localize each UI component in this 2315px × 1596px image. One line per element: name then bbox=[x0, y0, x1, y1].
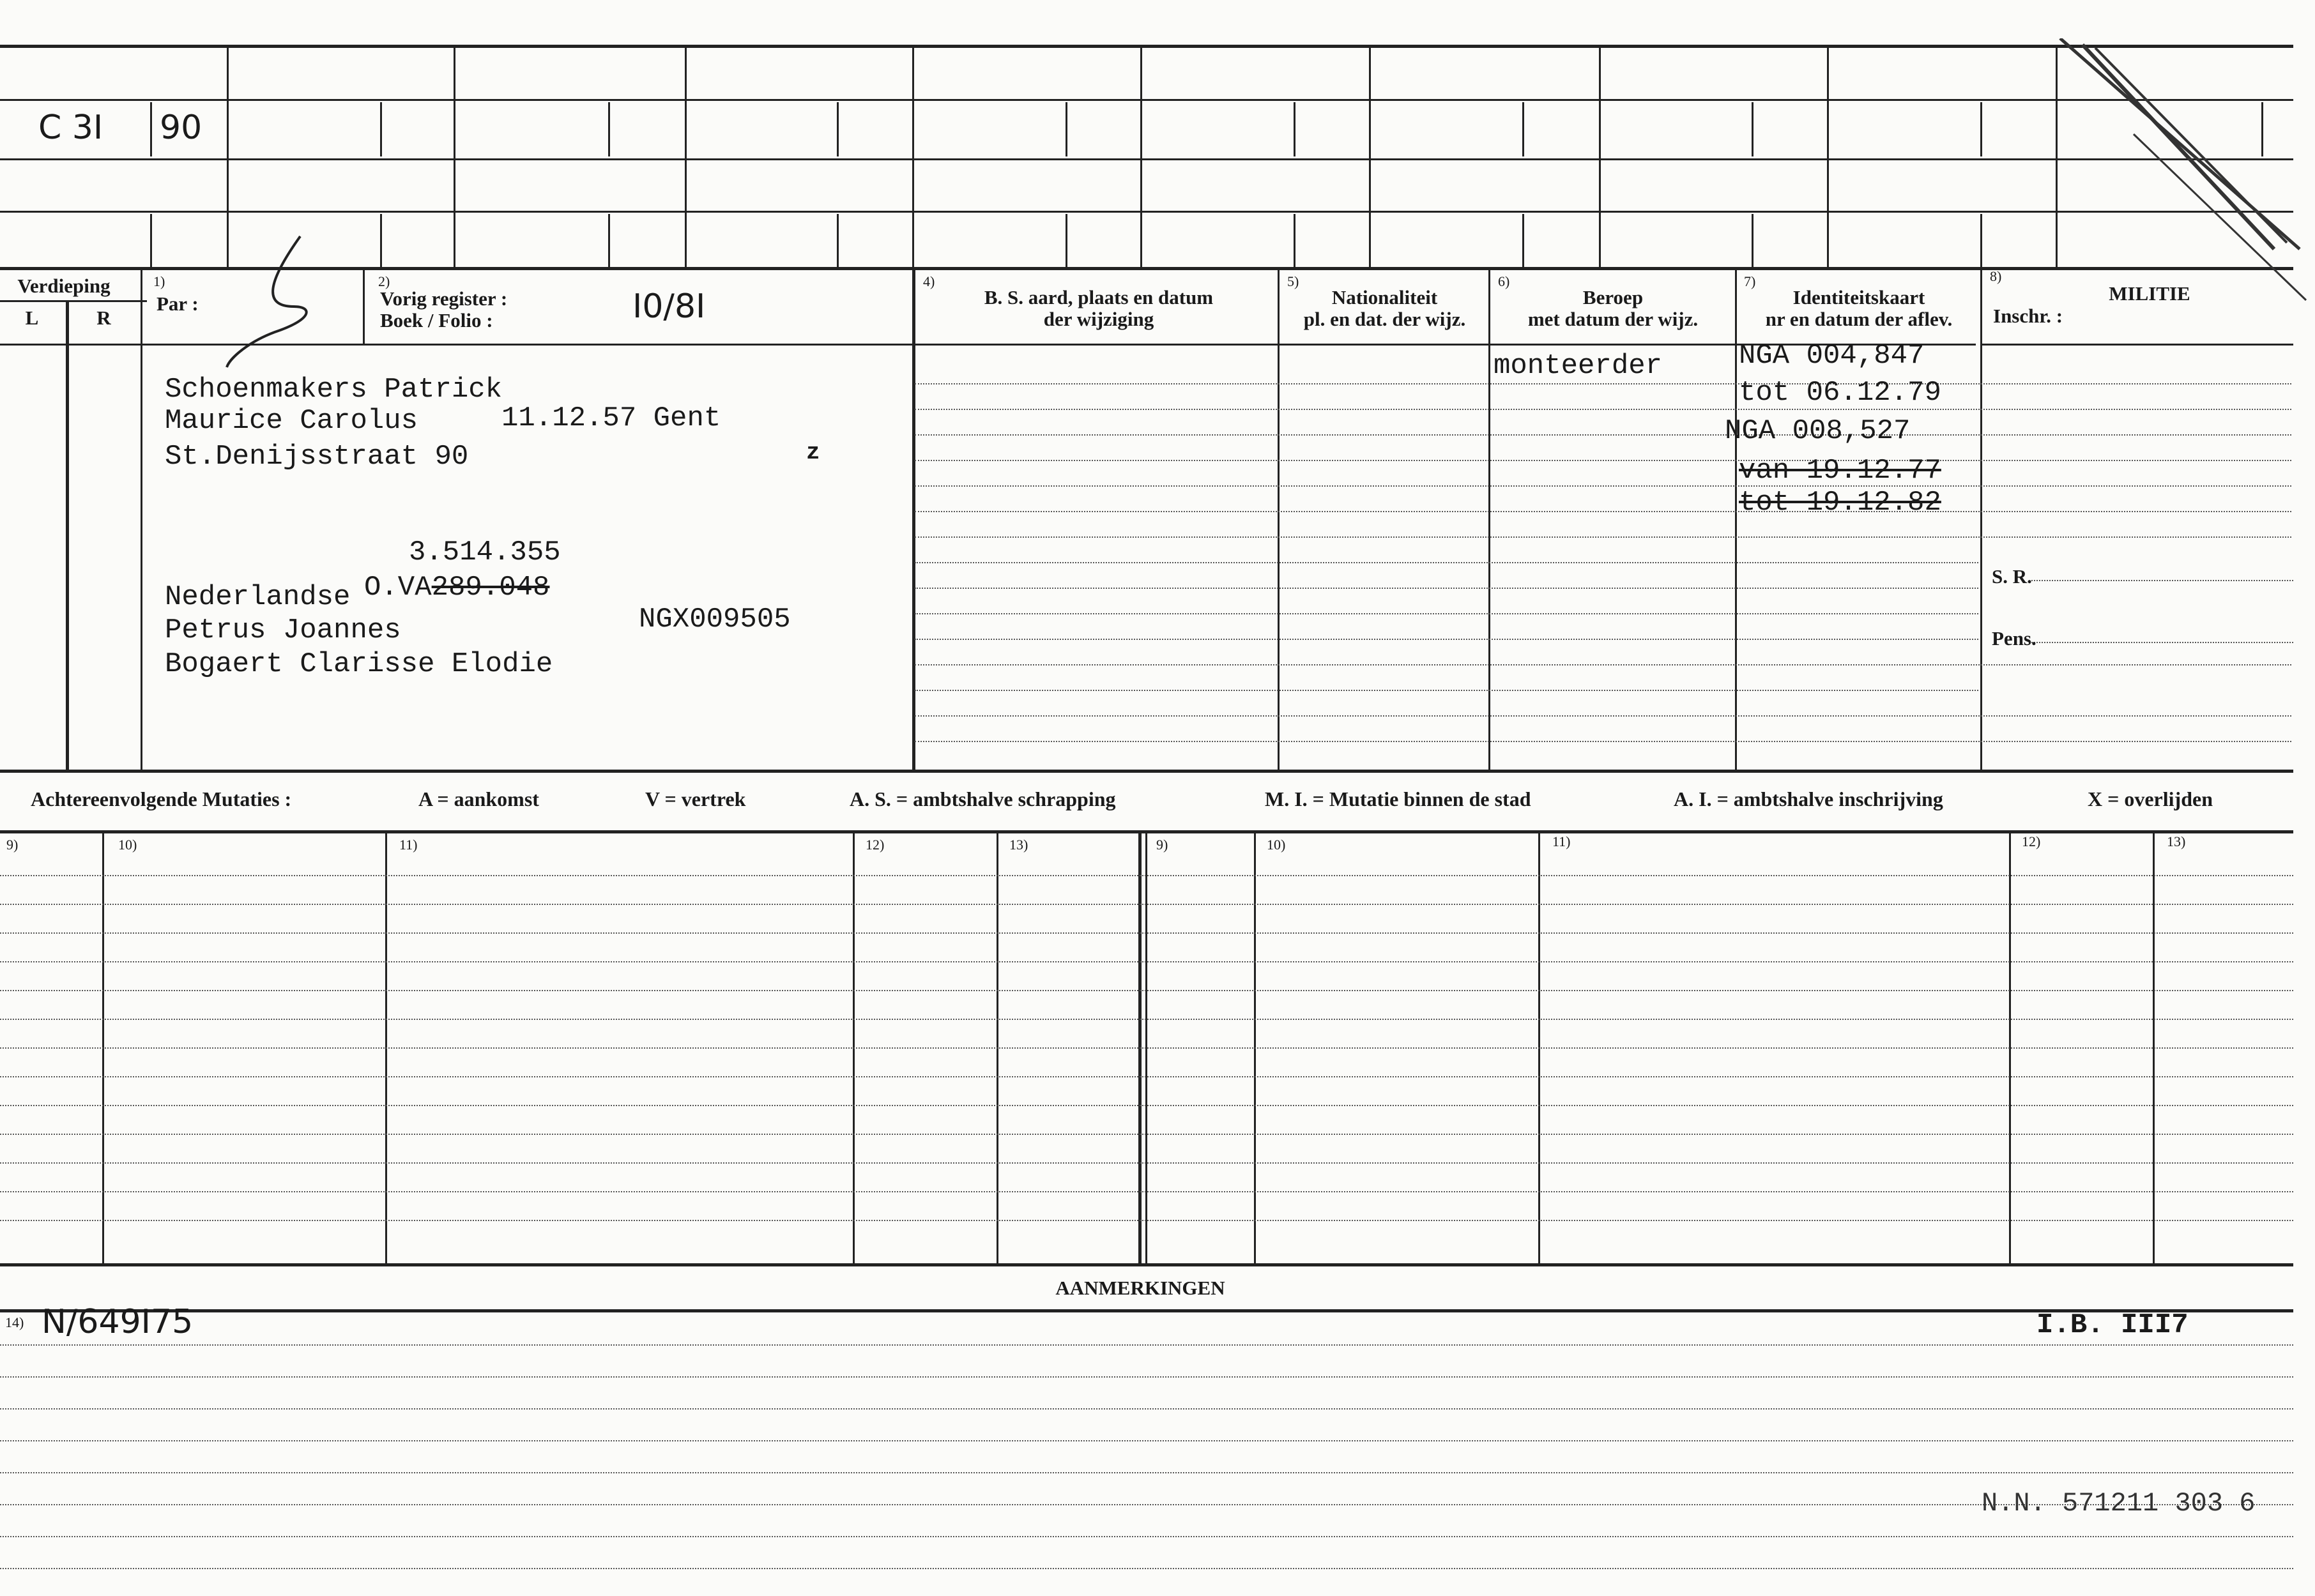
verdieping-header: Verdieping bbox=[17, 275, 111, 297]
legend-v: V = vertrek bbox=[645, 787, 746, 810]
col6-number: 6) bbox=[1498, 273, 1510, 289]
nat-header-2: pl. en dat. der wijz. bbox=[1303, 308, 1466, 330]
top-number: 90 bbox=[160, 109, 202, 147]
id-header-1: Identiteitskaart bbox=[1792, 286, 1925, 308]
number-hand: 3.514.355 bbox=[409, 536, 561, 568]
nat-header-1: Nationaliteit bbox=[1331, 286, 1438, 308]
ov-struck: 289.048 bbox=[431, 572, 550, 604]
id-entry-5: tot 19.12.82 bbox=[1739, 487, 1941, 519]
legend-as: A. S. = ambtshalve schrapping bbox=[850, 787, 1116, 810]
ov-prefix: O.VA bbox=[364, 572, 432, 604]
beroep-value: monteerder bbox=[1494, 350, 1663, 382]
col7-number: 7) bbox=[1744, 273, 1756, 289]
vorig-register-label: Vorig register : bbox=[380, 287, 508, 310]
legend-x: X = overlijden bbox=[2088, 787, 2213, 810]
ov-number bbox=[364, 572, 549, 604]
birth-date-place: 11.12.57 Gent bbox=[501, 402, 721, 434]
mut-col-9b: 9) bbox=[1156, 837, 1168, 853]
id-entry-3: NGA 008,527 bbox=[1725, 415, 1911, 447]
mut-col-12a: 12) bbox=[866, 837, 885, 853]
col5-number: 5) bbox=[1287, 273, 1299, 289]
par-label: Par : bbox=[157, 293, 199, 315]
id-header-2: nr en datum der aflev. bbox=[1765, 308, 1953, 330]
beroep-header-2: met datum der wijz. bbox=[1527, 308, 1699, 330]
bs-header-1: B. S. aard, plaats en datum bbox=[984, 286, 1214, 308]
nationality: Nederlandse bbox=[165, 581, 351, 613]
legend-title: Achtereenvolgende Mutaties : bbox=[31, 787, 292, 810]
inschr-label: Inschr. : bbox=[1993, 305, 2063, 327]
legend-mi: M. I. = Mutatie binnen de stad bbox=[1265, 787, 1531, 810]
boek-folio-label: Boek / Folio : bbox=[380, 309, 493, 331]
person-given-names: Maurice Carolus bbox=[165, 405, 418, 437]
remarks-value: N/649I75 bbox=[42, 1303, 194, 1341]
r-header: R bbox=[96, 307, 111, 329]
top-code: C 3I bbox=[38, 109, 103, 147]
remarks-number: 14) bbox=[5, 1314, 24, 1330]
legend-ai: A. I. = ambtshalve inschrijving bbox=[1674, 787, 1943, 810]
pens-label: Pens. bbox=[1992, 627, 2036, 650]
handwritten-mark bbox=[224, 230, 326, 370]
footer-number: N.N. 571211 303 6 bbox=[1982, 1488, 2256, 1519]
person-name: Schoenmakers Patrick bbox=[165, 374, 503, 406]
mark-z: z bbox=[806, 439, 820, 466]
col1-number: 1) bbox=[153, 273, 165, 289]
col4-number: 4) bbox=[923, 273, 935, 289]
col2-number: 2) bbox=[378, 273, 390, 289]
folio-value: I0/8I bbox=[632, 287, 706, 326]
mut-col-11a: 11) bbox=[399, 837, 418, 853]
address: St.Denijsstraat 90 bbox=[165, 441, 469, 473]
ib-value: I.B. III7 bbox=[2036, 1309, 2189, 1341]
mut-col-10a: 10) bbox=[118, 837, 137, 853]
id-entry-2: tot 06.12.79 bbox=[1739, 377, 1941, 409]
mut-col-13a: 13) bbox=[1009, 837, 1028, 853]
l-header: L bbox=[25, 307, 39, 329]
mut-col-11b: 11) bbox=[1552, 833, 1571, 849]
mut-col-13b: 13) bbox=[2167, 833, 2186, 849]
mother-names: Bogaert Clarisse Elodie bbox=[165, 648, 553, 680]
mut-col-12b: 12) bbox=[2022, 833, 2041, 849]
militie-header: MILITIE bbox=[2109, 282, 2190, 305]
id-entry-4: van 19.12.77 bbox=[1739, 455, 1941, 487]
beroep-header-1: Beroep bbox=[1582, 286, 1644, 308]
cancelled-cell-strokes bbox=[2057, 38, 2312, 307]
bs-header-2: der wijziging bbox=[1043, 308, 1154, 330]
remarks-title: AANMERKINGEN bbox=[1055, 1277, 1225, 1299]
mut-col-9a: 9) bbox=[6, 837, 19, 853]
sr-label: S. R. bbox=[1992, 565, 2032, 588]
col8-number: 8) bbox=[1990, 268, 2002, 284]
legend-a: A = aankomst bbox=[418, 787, 539, 810]
ngx-number: NGX009505 bbox=[639, 604, 791, 635]
id-entry-1: NGA 004,847 bbox=[1739, 340, 1925, 372]
father-names: Petrus Joannes bbox=[165, 614, 401, 646]
mut-col-10b: 10) bbox=[1267, 837, 1286, 853]
